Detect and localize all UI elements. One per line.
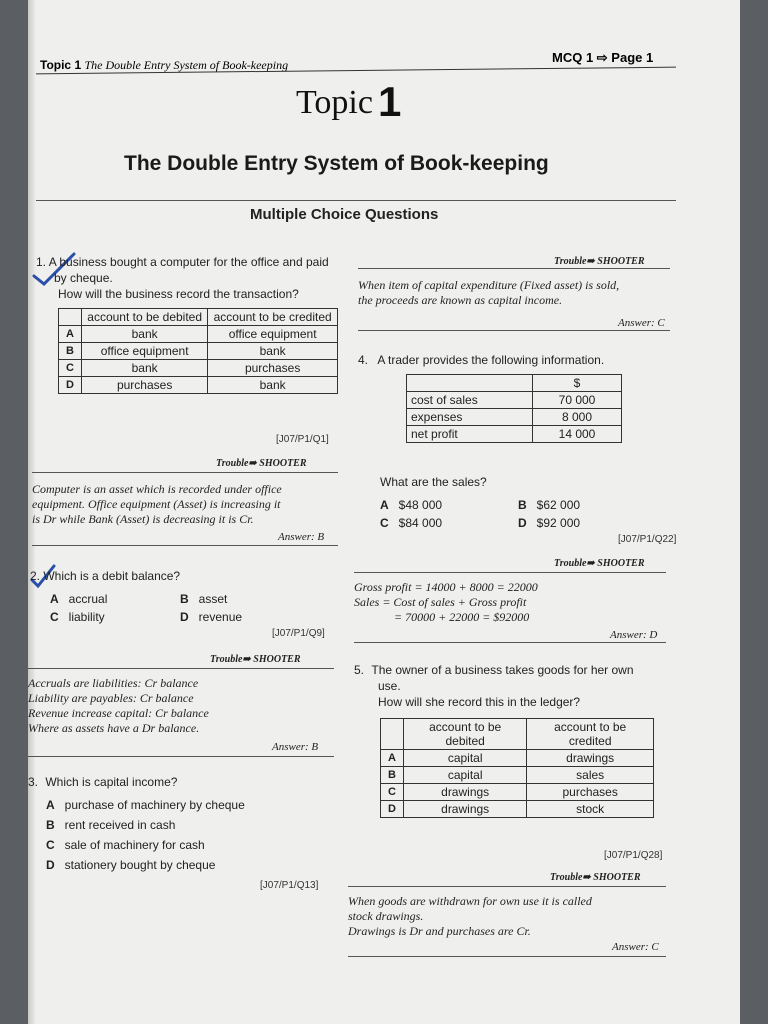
q1-answer: Answer: B <box>278 531 325 543</box>
q2-trouble-shooter: Trouble➠ SHOOTER <box>210 654 301 665</box>
q5-explanation: When goods are withdrawn for own use it is called stock drawings. Drawings is Dr and purchases are Cr. <box>348 894 592 938</box>
table-row: B capital sales <box>381 767 654 784</box>
q4-option-c: C $84 000 <box>380 516 443 530</box>
q1-number: 1. <box>36 255 47 269</box>
q4-option-b: B $62 000 <box>518 498 581 512</box>
q2-option-c: C liability <box>50 610 105 624</box>
table-row: A bank office equipment <box>59 326 338 343</box>
q3-option-a: A purchase of machinery by cheque <box>46 798 245 812</box>
q4-option-a: A $48 000 <box>380 498 443 512</box>
q3-code: [J07/P1/Q13] <box>260 880 319 891</box>
topic-word: Topic <box>296 84 373 121</box>
title-rule <box>36 200 676 201</box>
q5-code: [J07/P1/Q28] <box>604 850 663 861</box>
table-row: expenses 8 000 <box>407 409 622 426</box>
q5-col-debit: account to be debited <box>404 719 527 750</box>
q2-answer: Answer: B <box>272 741 319 753</box>
section-title: Multiple Choice Questions <box>250 206 439 223</box>
page-title: The Double Entry System of Book-keeping <box>124 152 549 175</box>
q2-explanation: Accruals are liabilities: Cr balance Liability are payables: Cr balance Revenue increase capital: Cr balance Where as assets have a Dr balance. <box>28 676 209 735</box>
header-topic-title: The Double Entry System of Book-keeping <box>84 58 289 72</box>
q3-trouble-shooter: Trouble➠ SHOOTER <box>554 256 645 267</box>
q4-explanation: Gross profit = 14000 + 8000 = 22000 Sales = Cost of sales + Gross profit = 70000 + 22000 = $92000 <box>354 580 538 624</box>
table-row: C bank purchases <box>59 360 338 377</box>
q4-question: 4. A trader provides the following information. <box>358 353 605 367</box>
q3-option-c: C sale of machinery for cash <box>46 838 205 852</box>
table-row: B office equipment bank <box>59 343 338 360</box>
q4-ask: What are the sales? <box>380 475 487 489</box>
q1-col-credit: account to be credited <box>208 309 338 326</box>
textbook-page <box>28 0 740 1024</box>
table-row: D drawings stock <box>381 801 654 818</box>
q1-trouble-shooter: Trouble➠ SHOOTER <box>216 458 307 469</box>
q1-line-3: How will the business record the transaction? <box>58 287 299 301</box>
topic-number: 1 <box>378 78 402 125</box>
q3-option-b: B rent received in cash <box>46 818 176 832</box>
q1-text <box>36 254 346 302</box>
q5-text: 5. The owner of a business takes goods for her own use. How will she record this in the ledger? <box>354 663 634 709</box>
q4-table <box>406 374 622 443</box>
q3-question: 3. Which is capital income? <box>28 775 178 789</box>
table-row: A capital drawings <box>381 750 654 767</box>
q2-option-d: D revenue <box>180 610 243 624</box>
header-topic-label: Topic 1 <box>40 58 82 72</box>
q5-answer: Answer: C <box>612 941 659 953</box>
table-row: cost of sales 70 000 <box>407 392 622 409</box>
q4-currency: $ <box>533 375 622 392</box>
q4-option-d: D $92 000 <box>518 516 581 530</box>
q1-explanation: Computer is an asset which is recorded under office equipment. Office equipment (Asset) is increasing it is Dr while Bank (Asset) is decreasing it is Cr. <box>32 482 282 526</box>
q1-table <box>58 308 338 394</box>
q2-option-b: B asset <box>180 592 228 606</box>
table-row: C drawings purchases <box>381 784 654 801</box>
q3-option-d: D stationery bought by cheque <box>46 858 216 872</box>
q4-answer: Answer: D <box>610 629 658 641</box>
q5-col-credit: account to be credited <box>527 719 654 750</box>
q3-answer: Answer: C <box>618 317 665 329</box>
q2-question: 2. Which is a debit balance? <box>30 569 181 583</box>
running-header-right: MCQ 1 ⇨ Page 1 <box>552 50 654 65</box>
q5-trouble-shooter: Trouble➠ SHOOTER <box>550 872 641 883</box>
q4-trouble-shooter: Trouble➠ SHOOTER <box>554 558 645 569</box>
q2-option-a: A accrual <box>50 592 108 606</box>
q1-line-1: A business bought a computer for the office and paid <box>48 255 329 269</box>
table-row: net profit 14 000 <box>407 426 622 443</box>
q1-code: [J07/P1/Q1] <box>276 434 329 445</box>
q5-table <box>380 718 654 818</box>
table-row: D purchases bank <box>59 377 338 394</box>
q2-code: [J07/P1/Q9] <box>272 628 325 639</box>
q4-code: [J07/P1/Q22] <box>618 534 677 545</box>
q3-explanation: When item of capital expenditure (Fixed asset) is sold, the proceeds are known as capital income. <box>358 278 620 307</box>
q1-col-debit: account to be debited <box>82 309 208 326</box>
q1-line-2: by cheque. <box>54 271 113 285</box>
